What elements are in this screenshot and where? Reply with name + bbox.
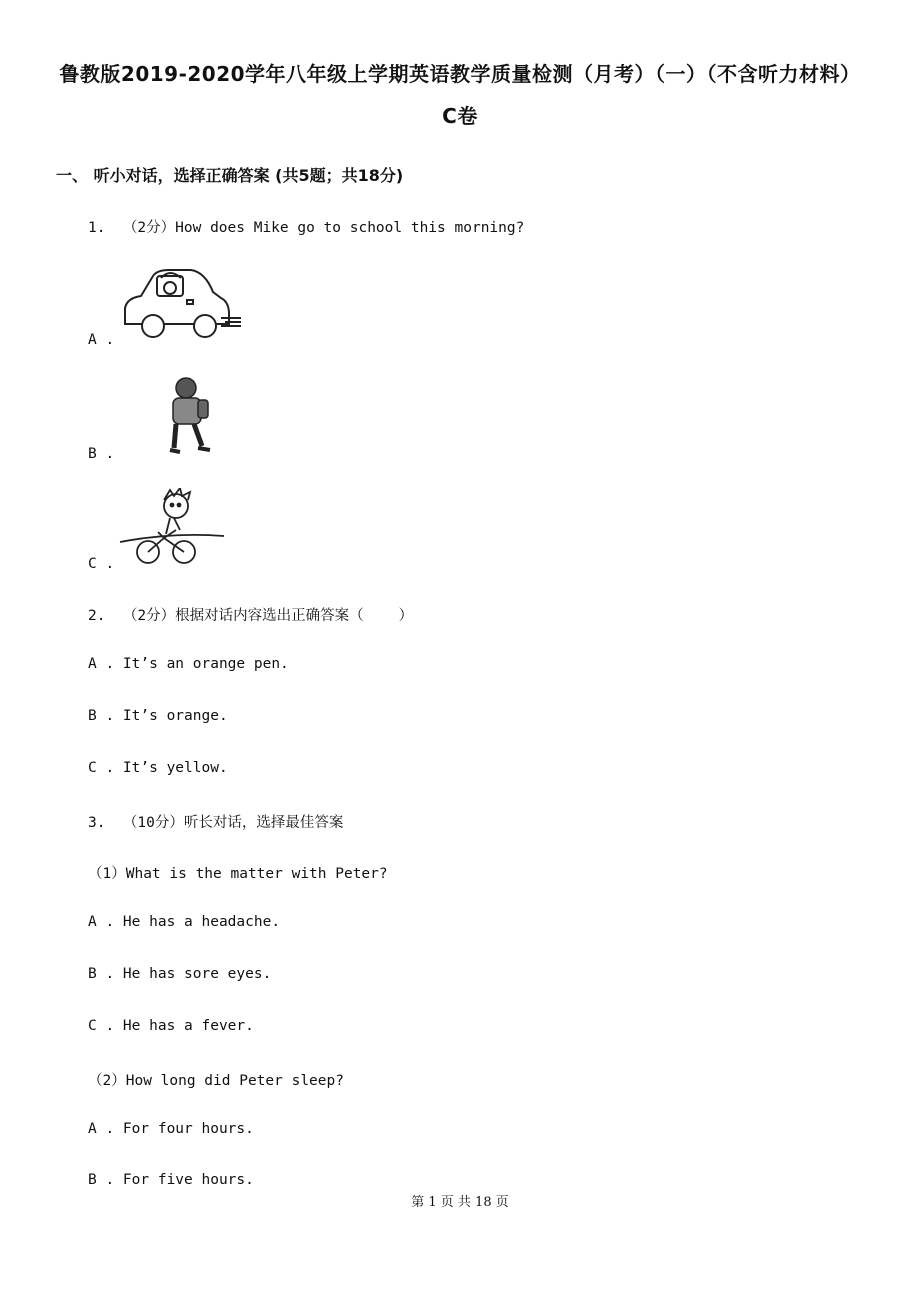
question-3-sub-1-option-c: C . He has a fever.	[88, 1018, 254, 1034]
question-2-option-c: C . It’s yellow.	[88, 760, 228, 776]
question-3-sub-2-option-a: A . For four hours.	[88, 1121, 254, 1137]
question-1-stem: 1. （2分）How does Mike go to school this morning?	[88, 220, 525, 236]
question-3-sub-2-option-b: B . For five hours.	[88, 1172, 254, 1188]
question-3-stem: 3. （10分）听长对话，选择最佳答案	[88, 815, 344, 831]
question-3-sub-1-option-a: A . He has a headache.	[88, 914, 281, 930]
question-2-option-b: B . It’s orange.	[88, 708, 228, 724]
document-title-suffix: C卷	[442, 104, 478, 128]
question-1-option-c: C .	[88, 556, 115, 572]
question-1-option-a: A .	[88, 332, 115, 348]
question-3-sub-1-option-b: B . He has sore eyes.	[88, 966, 272, 982]
question-2-option-a: A . It’s an orange pen.	[88, 656, 289, 672]
car-picture	[117, 264, 241, 344]
question-1-option-b: B .	[88, 446, 115, 462]
bicycle-boy-picture	[118, 488, 226, 568]
walking-boy-picture	[160, 376, 218, 460]
document-title: 鲁教版2019-2020学年八年级上学期英语教学质量检测（月考）（一）（不含听力材料）	[59, 62, 861, 86]
question-2-stem: 2. （2分）根据对话内容选出正确答案（ ）	[88, 608, 414, 624]
question-3-sub-1: （1）What is the matter with Peter?	[88, 866, 388, 882]
section-heading: 一、 听小对话，选择正确答案 (共5题；共18分)	[56, 166, 404, 185]
question-3-sub-2: （2）How long did Peter sleep?	[88, 1073, 344, 1089]
page-footer: 第 1 页 共 18 页	[411, 1195, 509, 1210]
